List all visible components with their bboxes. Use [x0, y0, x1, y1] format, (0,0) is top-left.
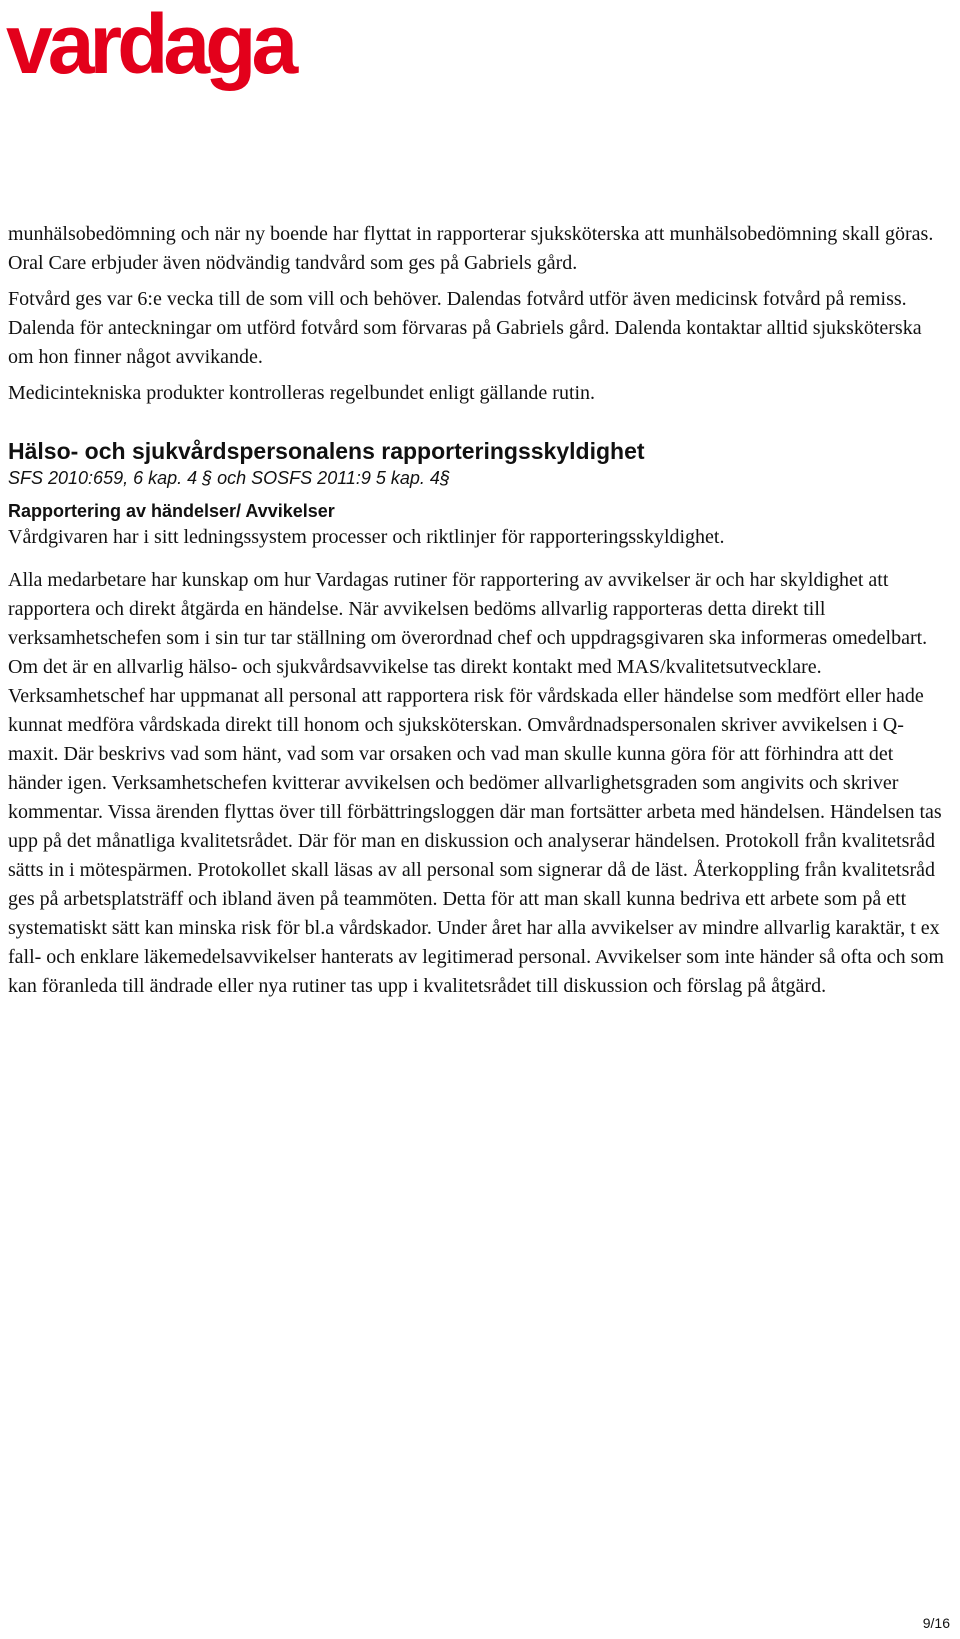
page-number: 9/16: [922, 1615, 950, 1631]
subheading: Rapportering av händelser/ Avvikelser: [8, 501, 335, 521]
section-heading: Hälso- och sjukvårdspersonalens rapporteringsskyldighet: [8, 438, 645, 464]
vardaga-logo: vardaga: [6, 0, 294, 91]
provider-paragraph: Vårdgivaren har i sitt ledningssystem processer och riktlinjer för rapporteringsskyldighet.: [8, 526, 725, 548]
document-body: [8, 220, 948, 1001]
section-reference: SFS 2010:659, 6 kap. 4 § och SOSFS 2011:9 5 kap. 4§: [8, 468, 450, 488]
medtech-paragraph: Medicintekniska produkter kontrolleras regelbundet enligt gällande rutin.: [8, 382, 596, 404]
intro-paragraph: munhälsobedömning och när ny boende har flyttat in rapporterar sjuksköterska att munhälsobedömning skall göras. Oral Care erbjuder även nödvändig tandvård som ges på Gabriels gård.: [8, 223, 934, 274]
main-paragraph: Alla medarbetare har kunskap om hur Vardagas rutiner för rapportering av avvikelser är och har skyldighet att rapportera och direkt åtgärda en händelse. När avvikelsen bedöms allvarlig rapporteras detta direkt till verksamhetschefen som i sin tur tar ställning om överordnad chef och uppdragsgivaren ska informeras omedelbart. Om det är en allvarlig hälso- och sjukvårdsavvikelse tas direkt kontakt med MAS/kvalitetsutvecklare. Verksamhetschef har uppmanat all personal att rapportera risk för vårdskada eller händelse som medfört eller hade kunnat medföra vårdskada direkt till honom och sjuksköterskan. Omvårdnadspersonalen skriver avvikelsen i Q-maxit. Där beskrivs vad som hänt, vad som var orsaken och vad man skulle kunna göra för att förhindra att det händer igen. Verksamhetschefen kvitterar avvikelsen och bedömer allvarlighetsgraden som angivits och skriver kommentar. Vissa ärenden flyttas över till förbättringsloggen där man fortsätter arbeta med händelsen. Händelsen tas upp på det månatliga kvalitetsrådet. Där för man en diskussion och analyserar händelsen. Protokoll från kvalitetsråd sätts in i mötespärmen. Protokollet skall läsas av all personal som signerar då de läst. Återkoppling från kvalitetsråd ges på arbetsplatsträff och ibland även på teammöten. Detta för att man skall kunna bedriva ett arbete som på ett systematiskt sätt kan minska risk för bl.a vårdskador. Under året har alla avvikelser av mindre allvarlig karaktär, t ex fall- och enklare läkemedelsavvikelser hanterats av legitimerad personal. Avvikelser som inte händer så ofta och som kan föranleda till ändrade eller nya rutiner tas upp i kvalitetsrådet till diskussion och förslag på åtgärd.: [8, 569, 944, 997]
footcare-paragraph: Fotvård ges var 6:e vecka till de som vill och behöver. Dalendas fotvård utför även medicinsk fotvård på remiss. Dalenda för anteckningar om utförd fotvård som förvaras på Gabriels gård. Dalenda kontaktar alltid sjuksköterska om hon finner något avvikande.: [8, 288, 922, 368]
